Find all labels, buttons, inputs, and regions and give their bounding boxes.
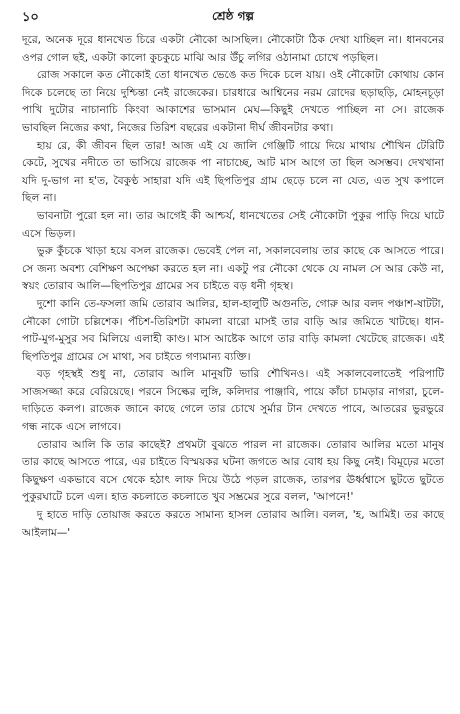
running-title: শ্রেষ্ঠ গল্প xyxy=(211,9,255,23)
paragraph: দুশো কানি তে-ফসলা জমি তোরাব আলির, হাল-হালুটি অগুনতি, গোরু আর বলদ পঞ্চাশ-ষাটটা, নৌকো গোটা চল্লিশেক। পঁচিশ-তিরিশটা কামলা বারো মাসই তার বাড়ি আর জমিতে খাটছে। ধান-পাট-মুগ-মুসুর সব মিলিয়ে এলাহী কাণ্ড। মাস আষ্টেক আগে তার বাড়ি কামলা খেটেছে রাজেক। এই ছিপতিপুর গ্রামের সে মাথা, সব চাইতে গণ্যমান্য ব্যক্তি। xyxy=(22,297,444,363)
paragraph: বড় গৃহস্থই শুধু না, তোরাব আলি মানুষটি ভারি শৌখিনও। এই সকালবেলাতেই পরিপাটি সাজসজ্জা করে বেরিয়েছে। পরনে সিল্কের লুঙ্গি, কলিদার পাঞ্জাবি, পায়ে কাঁচা চামড়ার নাগরা, চুলে-দাড়িতে কলপ। রাজেক জানে কাছে গেলে তার চোখে সুর্মার টান দেখতে পাবে, আতরের ভুরভুরে গন্ধ নাকে এসে লাগবে। xyxy=(22,368,444,434)
story-text xyxy=(22,32,444,542)
paragraph: তোরাব আলি কি তার কাছেই? প্রথমটা বুঝতে পারল না রাজেক। তোরাব আলির মতো মানুষ তার কাছে আসতে পারে, এর চাইতে বিস্ময়কর ঘটনা জগতে আর বোধ হয় কিছু নেই। বিমূঢ়ের মতো কিছুক্ষণ একভাবে বসে থেকে হঠাৎ লাফ দিয়ে উঠে পড়ল রাজেক, তারপর ঊর্ধ্বশ্বাসে ছুটতে ছুটতে পুকুরঘাটে চলে এল। হাত কচলাতে কচলাতে খুব সম্ভ্রমের সুরে বলল, 'আপনে!' xyxy=(22,438,444,504)
page-header xyxy=(22,6,444,28)
paragraph: ভুরু কুঁচকে খাড়া হয়ে বসল রাজেক। ভেবেই পেল না, সকালবেলায় তার কাছে কে আসতে পারে। সে জন্য অবশ্য বেশিক্ষণ অপেক্ষা করতে হল না। একটু পর নৌকো থেকে যে নামল সে আর কেউ না, স্বয়ং তোরাব আলি—ছিপতিপুর গ্রামের সব চাইতে বড় ধনী গৃহস্থ। xyxy=(22,245,444,293)
page-number: ১০ xyxy=(22,10,39,25)
paragraph: দূরে, অনেক দূরে ধানখেত চিরে একটা নৌকো আসছিল। নৌকোটা ঠিক দেখা যাচ্ছিল না। ধানবনের ওপর গোল ছই, একটা কালো কুচকুচে মাঝি আর উঁচু লগির ওঠানামা চোখে পড়ছিল। xyxy=(22,34,444,64)
paragraph: হায় রে, কী জীবন ছিল তার! আজ এই যে জালি গেঞ্জিটি গায়ে দিয়ে মাথায় শৌখিন টেরিটি কেটে, সুখের নদীতে তা ভাসিয়ে রাজেক পা নাচাচ্ছে, আট মাস আগে তা ছিল অসম্ভব। দেখখানা যদি দু-ভাগ না হ'ত, বৈকুণ্ঠ সাহারা যদি এই ছিপতিপুর গ্রাম ছেড়ে চলে না যেত, এত সুখ কপালে ছিল না। xyxy=(22,139,444,205)
paragraph: ভাবনাটা পুরো হল না। তার আগেই কী আশ্চর্য, ধানখেতের সেই নৌকোটা পুকুর পাড়ি দিয়ে ঘাটে এসে ভিড়ল। xyxy=(22,209,444,240)
paragraph: রোজ সকালে কত নৌকোই তো ধানখেত ভেঙে কত দিকে চলে যায়। ওই নৌকোটা কোথায় কোন দিকে চলেছে তা নিয়ে দুশ্চিন্তা নেই রাজেকের। চারধারে আশ্বিনের নরম রোদের ছড়াছড়ি, মোহনচূড়া পাখি দুটোর নাচানাচি কিংবা আকাশের ভাসমান মেঘ—কিছুই দেখতে পাচ্ছিল না সে। রাজেক ভাবছিল নিজের কথা, নিজের তিরিশ বছরের একটানা দীর্ঘ জীবনটার কথা। xyxy=(22,69,444,134)
paragraph: দু হাতে দাড়ি তোয়াজ করতে করতে সামান্য হাসল তোরাব আলি। বলল, 'হ, আমিই। তর কাছে আইলাম—' xyxy=(22,509,444,539)
